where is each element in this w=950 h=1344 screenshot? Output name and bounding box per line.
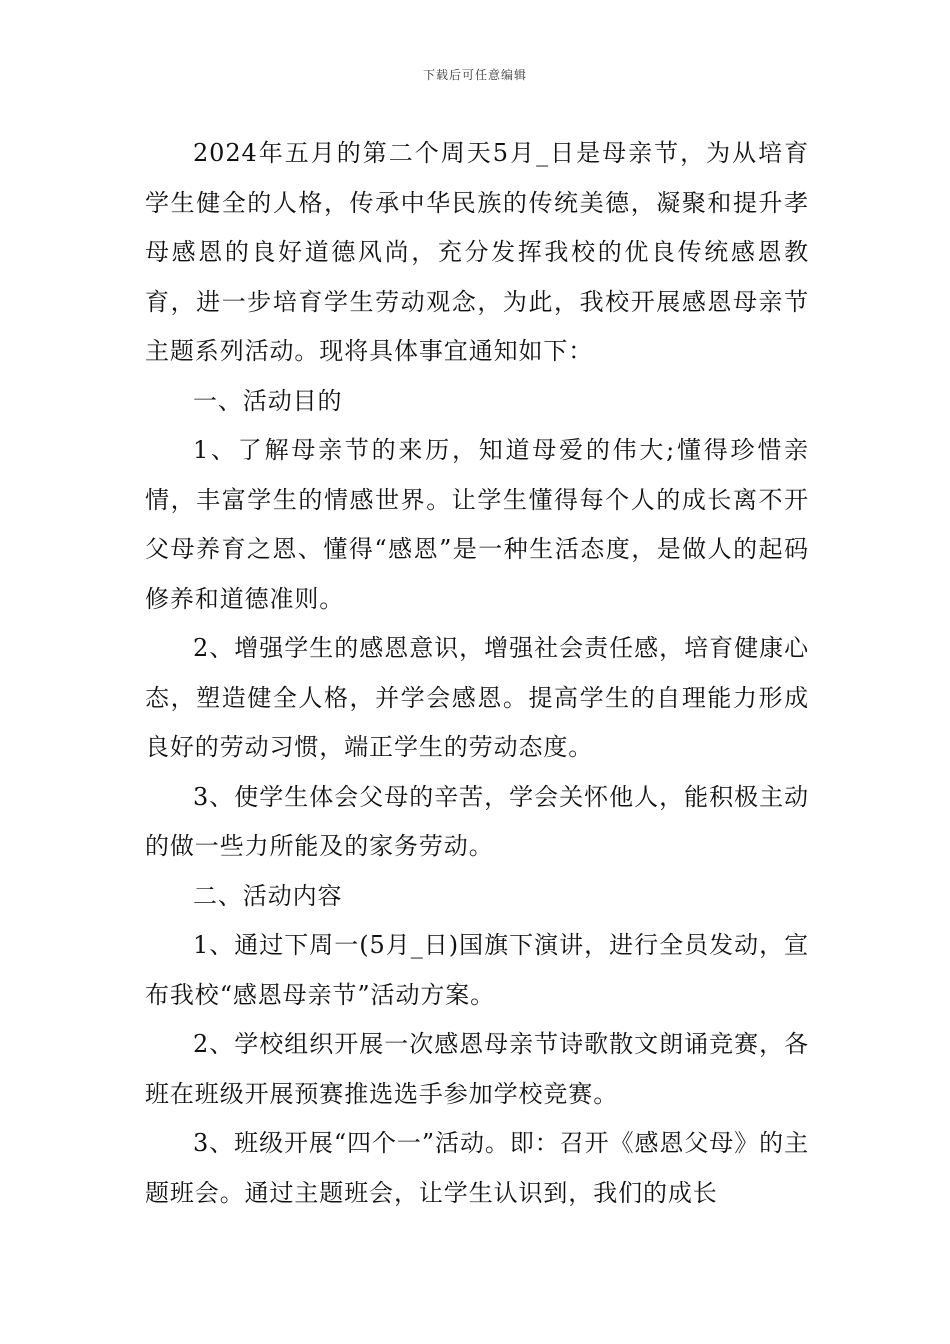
purpose-item-3: 3、使学生体会父母的辛苦，学会关怀他人，能积极主动的做一些力所能及的家务劳动。 xyxy=(145,782,809,860)
section-heading-content: 二、活动内容 xyxy=(193,881,343,910)
intro-paragraph: 2024年五月的第二个周天5月_日是母亲节，为从培育学生健全的人格，传承中华民族的传统美德，凝聚和提升孝母感恩的良好道德风尚，充分发挥我校的优良传统感恩教育，进一步培育学生劳动观念，为此，我校开展感恩母亲节主题系列活动。现将具体事宜通知如下： xyxy=(145,139,809,365)
document-body xyxy=(145,129,809,1218)
page-header-note: 下载后可任意编辑 xyxy=(422,68,527,82)
purpose-item-1: 1、了解母亲节的来历，知道母爱的伟大;懂得珍惜亲情，丰富学生的情感世界。让学生懂得每个人的成长离不开父母养育之恩、懂得“感恩”是一种生活态度，是做人的起码修养和道德准则。 xyxy=(145,436,809,613)
content-item-1: 1、通过下周一(5月_日)国旗下演讲，进行全员发动，宣布我校“感恩母亲节”活动方案。 xyxy=(145,931,809,1009)
section-heading-purpose: 一、活动目的 xyxy=(193,386,343,415)
purpose-item-2: 2、增强学生的感恩意识，增强社会责任感，培育健康心态，塑造健全人格，并学会感恩。提高学生的自理能力形成良好的劳动习惯，端正学生的劳动态度。 xyxy=(145,634,809,761)
content-item-3: 3、班级开展“四个一”活动。即：召开《感恩父母》的主题班会。通过主题班会，让学生认识到，我们的成长 xyxy=(145,1129,809,1207)
content-item-2: 2、学校组织开展一次感恩母亲节诗歌散文朗诵竞赛，各班在班级开展预赛推选选手参加学校竞赛。 xyxy=(145,1030,809,1108)
